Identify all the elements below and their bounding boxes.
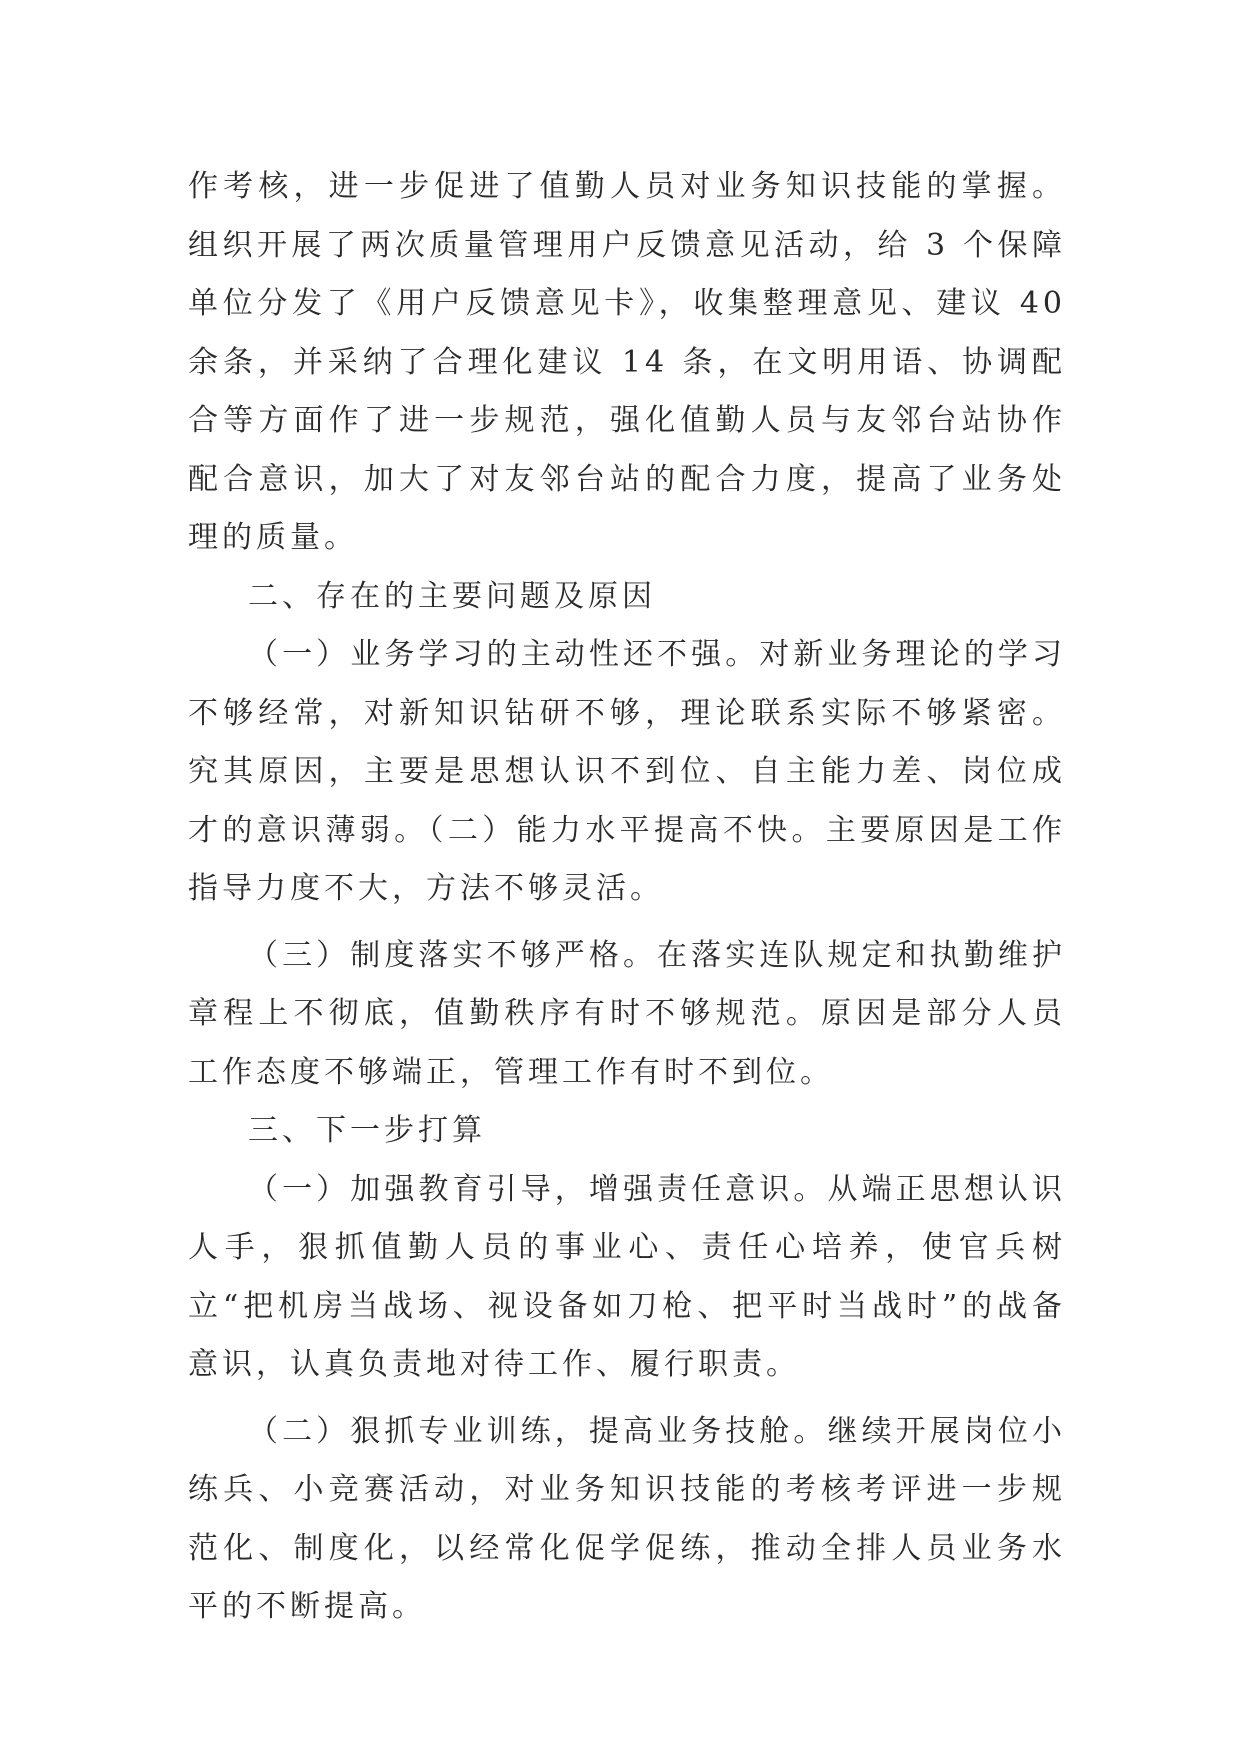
paragraph-problem-1-2: （一）业务学习的主动性还不强。对新业务理论的学习不够经常，对新知识钻研不够，理论联系实际不够紧密。究其原因，主要是思想认识不到位、自主能力差、岗位成才的意识薄弱。（二）能力水平提高不快。主要原因是工作指导力度不大，方法不够灵活。 [188, 637, 1066, 906]
paragraph-problem-3: （三）制度落实不够严格。在落实连队规定和执勤维护章程上不彻底，值勤秩序有时不够规范。原因是部分人员工作态度不够端正，管理工作有时不到位。 [188, 937, 1066, 1090]
section-heading-problems: 二、存在的主要问题及原因 [248, 578, 656, 614]
paragraph-continuation: 作考核，进一步促进了值勤人员对业务知识技能的掌握。组织开展了两次质量管理用户反馈意见活动，给 3 个保障单位分发了《用户反馈意见卡》，收集整理意见、建议 40 余条，并采纳了合理化建议 14 条，在文明用语、协调配合等方面作了进一步规范，强化值勤人员与友邻台站协作配合意识，加大了对友邻台站的配合力度，提高了业务处理的质量。 [188, 169, 1066, 555]
paragraph-next-step-2: （二）狠抓专业训练，提高业务技舱。继续开展岗位小练兵、小竞赛活动，对业务知识技能的考核考评进一步规范化、制度化，以经常化促学促练，推动全排人员业务水平的不断提高。 [188, 1413, 1066, 1624]
section-heading-next-steps: 三、下一步打算 [248, 1113, 486, 1148]
document-body [188, 158, 1066, 1637]
paragraph-next-step-1: （一）加强教育引导，增强责任意识。从端正思想认识人手，狠抓值勤人员的事业心、责任心培养，使官兵树立“把机房当战场、视设备如刀枪、把平时当战时”的战备意识，认真负责地对待工作、履行职责。 [188, 1171, 1066, 1382]
